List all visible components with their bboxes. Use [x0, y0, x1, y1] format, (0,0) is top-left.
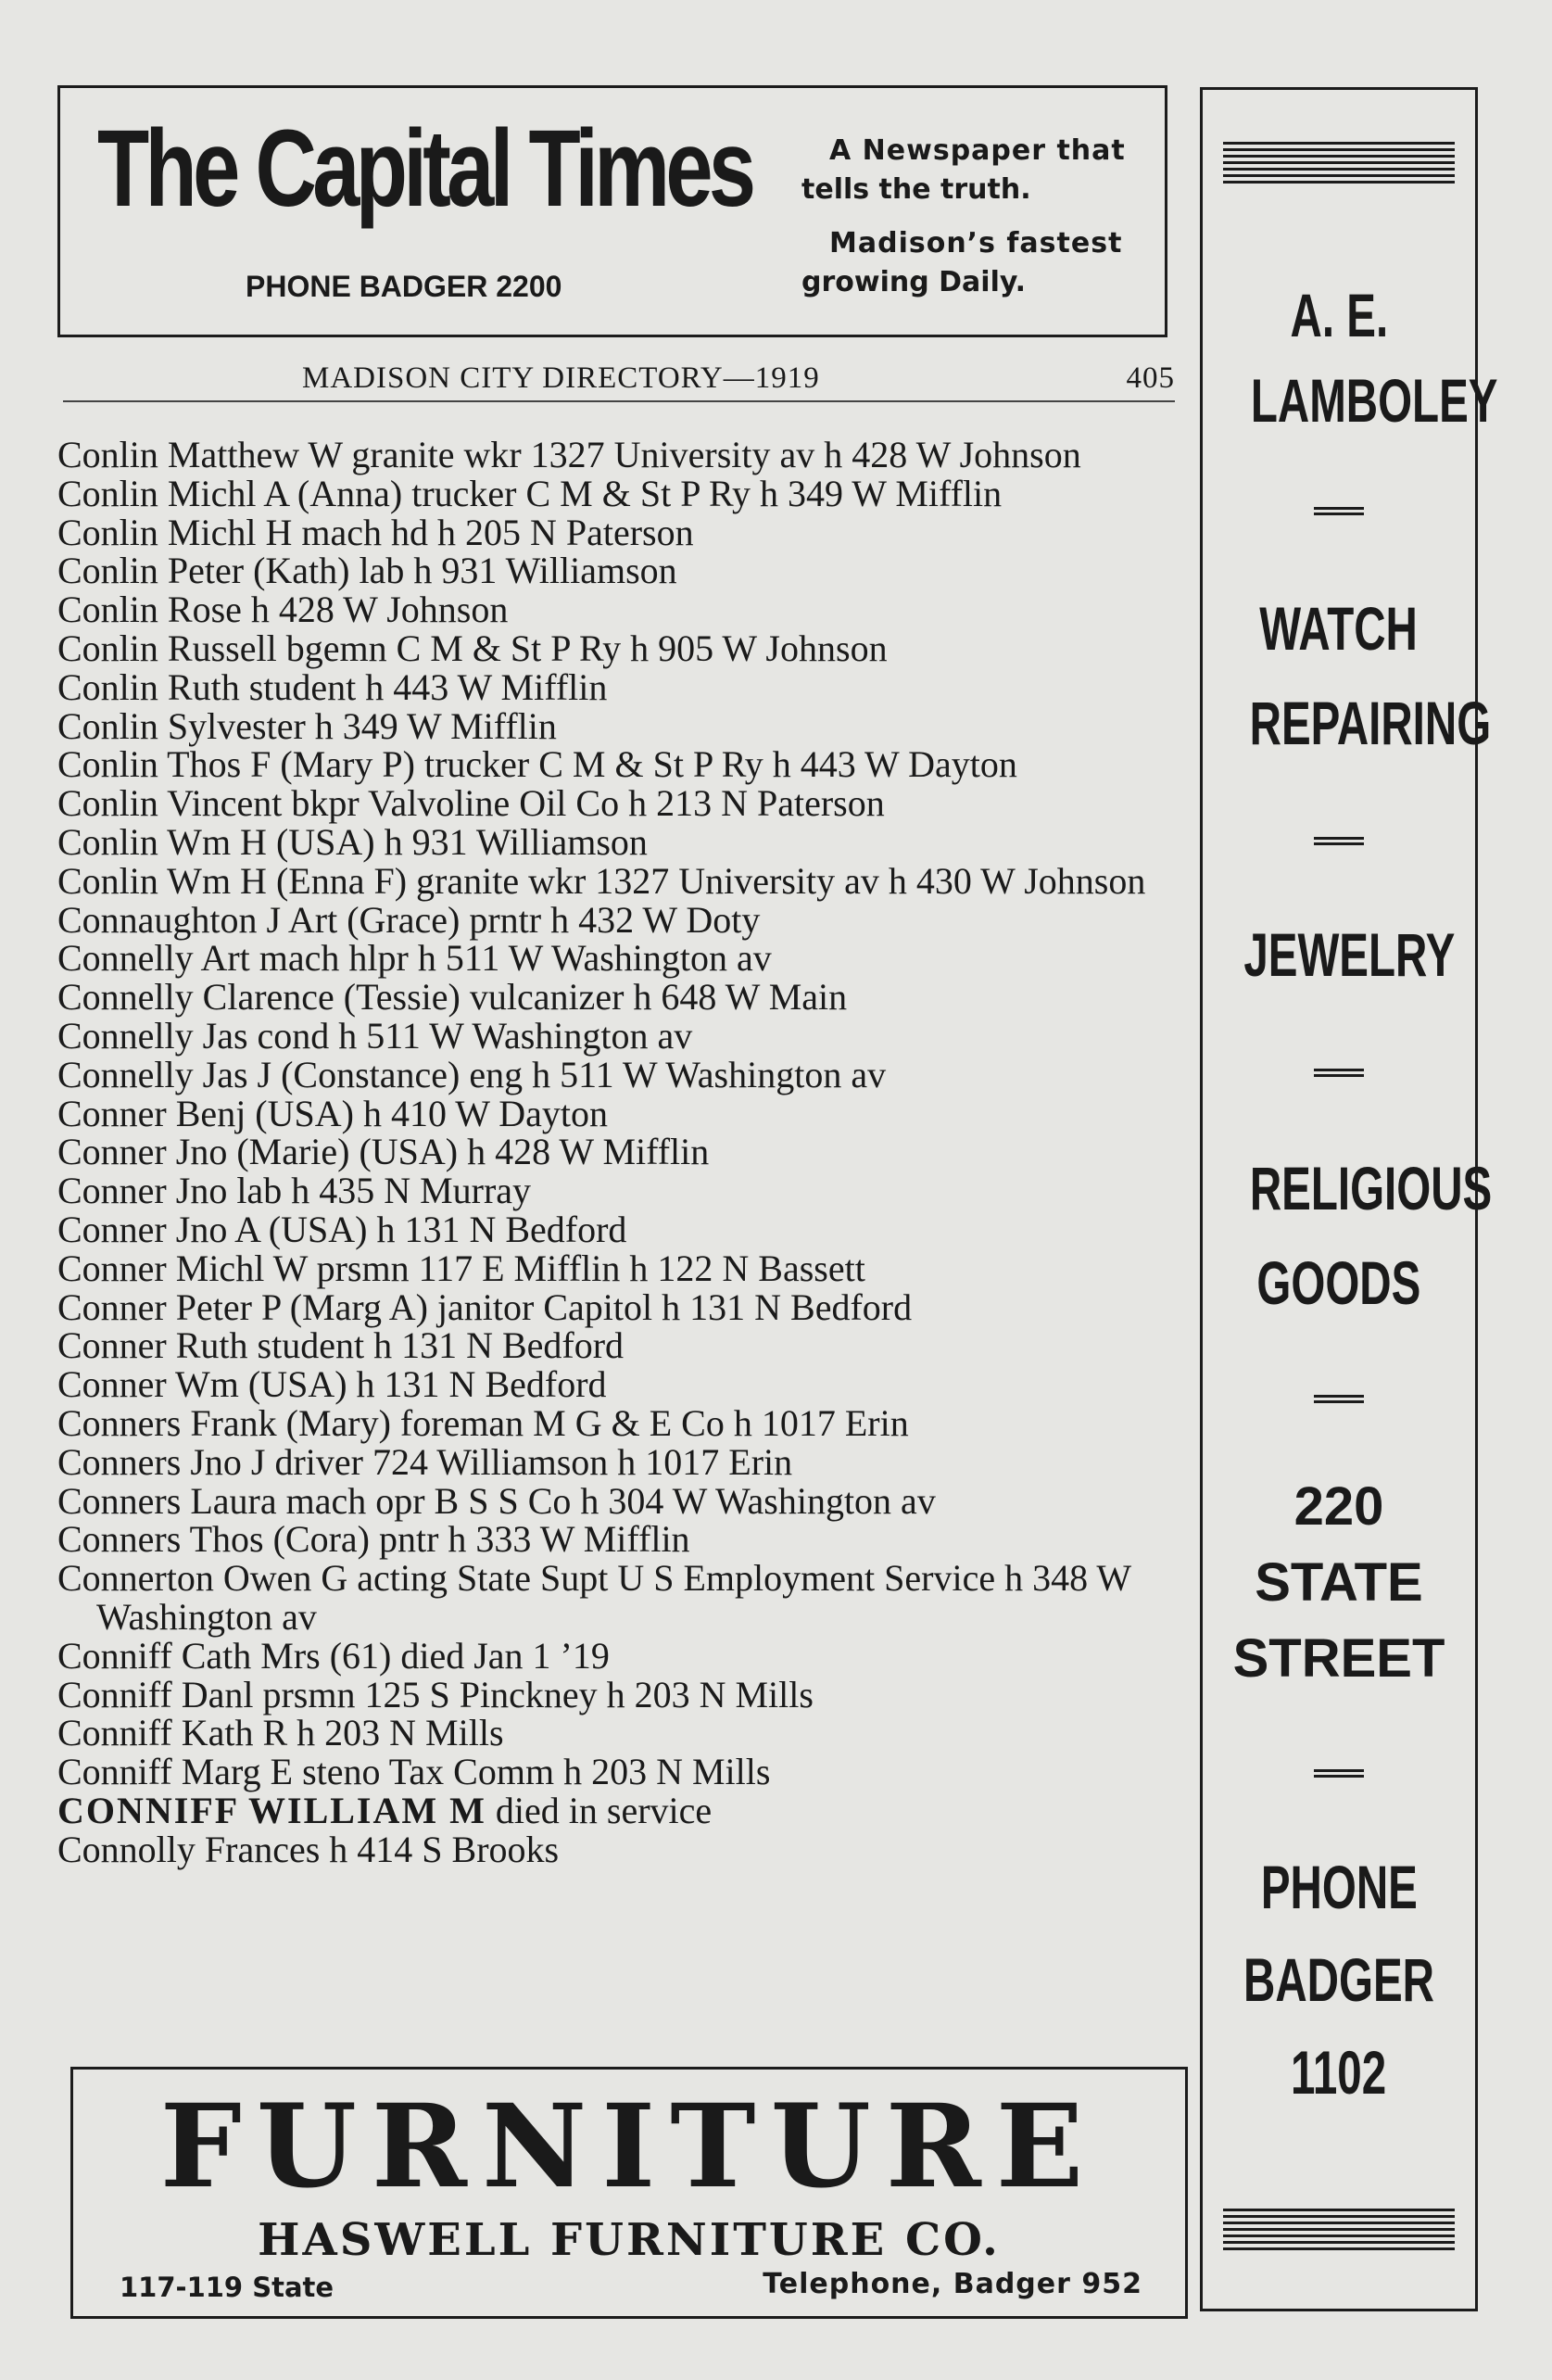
- capital-times-phone: PHONE BADGER 2200: [246, 270, 562, 303]
- directory-listings: [57, 436, 1188, 1868]
- furniture-headline: FURNITURE: [159, 2080, 1099, 2214]
- directory-entry: Conners Laura mach opr B S S Co h 304 W Washington av: [57, 1479, 936, 1522]
- directory-entry: Conners Thos (Cora) pntr h 333 W Mifflin: [57, 1518, 690, 1561]
- directory-entry: Conner Benj (USA) h 410 W Dayton: [57, 1092, 609, 1134]
- directory-entry: Conlin Wm H (Enna F) granite wkr 1327 University av h 430 W Johnson: [57, 859, 1146, 902]
- lamboley-address: STATE: [1255, 1552, 1423, 1613]
- double-rule: [1314, 1769, 1364, 1778]
- directory-entry: Conlin Rose h 428 W Johnson: [57, 589, 509, 631]
- directory-entry: Conniff Marg E steno Tax Comm h 203 N Mills: [57, 1751, 771, 1793]
- lamboley-phone: BADGER: [1243, 1945, 1434, 2014]
- lamboley-service: WATCH: [1259, 594, 1419, 663]
- directory-entry: Conlin Thos F (Mary P) trucker C M & St P Ry h 443 W Dayton: [57, 743, 1017, 786]
- page-number: 405: [1126, 361, 1175, 395]
- furniture-telephone: Telephone, Badger 952: [763, 2268, 1142, 2300]
- directory-entry: Conlin Russell bgemn C M & St P Ry h 905 W Johnson: [57, 627, 888, 669]
- bold-entry-text: died in service: [495, 1789, 713, 1831]
- lamboley-service: JEWELRY: [1243, 920, 1456, 989]
- directory-entry: Conniff Danl prsmn 125 S Pinckney h 203 N Mills: [57, 1673, 814, 1715]
- directory-entry: Connaughton J Art (Grace) prntr h 432 W Doty: [57, 898, 761, 941]
- capital-times-tagline: A Newspaper that: [829, 134, 1126, 167]
- directory-entry: Conner Jno (Marie) (USA) h 428 W Mifflin: [57, 1131, 710, 1173]
- directory-entry: Conner Jno A (USA) h 131 N Bedford: [57, 1208, 627, 1250]
- directory-title: MADISON CITY DIRECTORY—1919: [302, 361, 820, 395]
- capital-times-ad: [57, 85, 1167, 337]
- directory-entry: Connelly Jas cond h 511 W Washington av: [57, 1014, 693, 1057]
- directory-entry: Conner Wm (USA) h 131 N Bedford: [57, 1363, 607, 1406]
- directory-entry: Conlin Matthew W granite wkr 1327 University av h 428 W Johnson: [57, 434, 1081, 475]
- directory-entry: Conlin Michl A (Anna) trucker C M & St P Ry h 349 W Mifflin: [57, 472, 1003, 514]
- directory-entry: Connelly Art mach hlpr h 511 W Washington av: [57, 937, 772, 980]
- directory-entry: Conner Michl W prsmn 117 E Mifflin h 122 N Bassett: [57, 1247, 865, 1289]
- lamboley-phone: PHONE: [1260, 1853, 1418, 1921]
- lamboley-name: LAMBOLEY: [1250, 366, 1498, 435]
- double-rule: [1314, 1395, 1364, 1403]
- lamboley-address: 220: [1293, 1476, 1384, 1537]
- furniture-company: HASWELL FURNITURE CO.: [258, 2214, 1001, 2266]
- lamboley-phone: 1102: [1291, 2038, 1387, 2107]
- double-rule: [1314, 837, 1364, 845]
- lamboley-service: GOODS: [1256, 1248, 1421, 1317]
- decorative-rule-block: [1223, 2209, 1455, 2251]
- directory-entry: Conniff Cath Mrs (61) died Jan 1 ’19: [57, 1634, 610, 1677]
- double-rule: [1314, 1069, 1364, 1077]
- directory-entry: Connelly Jas J (Constance) eng h 511 W Washington av: [57, 1053, 887, 1095]
- directory-entry: Connerton Owen G acting State Supt U S Employment Service h 348 W Washington av: [57, 1557, 1131, 1638]
- capital-times-masthead: The Capital Times: [97, 108, 752, 230]
- directory-entry: Conniff Kath R h 203 N Mills: [57, 1712, 504, 1754]
- double-rule: [1314, 507, 1364, 515]
- directory-entry: Conner Peter P (Marg A) janitor Capitol h 131 N Bedford: [57, 1285, 913, 1328]
- bold-entry-name: CONNIFF WILLIAM M: [57, 1789, 486, 1831]
- lamboley-service: RELIGIOUS: [1249, 1154, 1493, 1222]
- capital-times-tagline: growing Daily.: [801, 266, 1027, 298]
- lamboley-service: REPAIRING: [1249, 689, 1492, 757]
- directory-entry: Conner Jno lab h 435 N Murray: [57, 1170, 532, 1212]
- lamboley-address: STREET: [1232, 1628, 1445, 1689]
- directory-entry: Conner Ruth student h 131 N Bedford: [57, 1324, 625, 1367]
- haswell-furniture-ad: [70, 2067, 1188, 2319]
- capital-times-tagline: Madison’s fastest: [829, 227, 1123, 260]
- decorative-rule-block: [1223, 142, 1455, 184]
- directory-entry: Conlin Wm H (USA) h 931 Williamson: [57, 820, 648, 863]
- directory-entry: Conlin Michl H mach hd h 205 N Paterson: [57, 511, 694, 553]
- directory-entry: Conlin Sylvester h 349 W Mifflin: [57, 704, 557, 747]
- directory-entry: Conners Jno J driver 724 Williamson h 1017 Erin: [57, 1440, 793, 1483]
- directory-entry: Conlin Peter (Kath) lab h 931 Williamson: [57, 550, 677, 592]
- running-head: [63, 358, 1175, 402]
- directory-entry: Connelly Clarence (Tessie) vulcanizer h 648 W Main: [57, 976, 848, 1019]
- capital-times-tagline: tells the truth.: [801, 173, 1031, 206]
- directory-entry: Conners Frank (Mary) foreman M G & E Co h 1017 Erin: [57, 1401, 909, 1444]
- directory-entry: Conlin Ruth student h 443 W Mifflin: [57, 665, 608, 708]
- directory-entry-bold: [57, 1791, 1188, 1830]
- furniture-address: 117-119 State: [120, 2272, 334, 2303]
- directory-entry: Conlin Vincent bkpr Valvoline Oil Co h 213 N Paterson: [57, 782, 885, 825]
- lamboley-name-initials: A. E.: [1290, 281, 1388, 349]
- directory-entry: Connolly Frances h 414 S Brooks: [57, 1828, 560, 1870]
- lamboley-ad: [1200, 87, 1498, 2311]
